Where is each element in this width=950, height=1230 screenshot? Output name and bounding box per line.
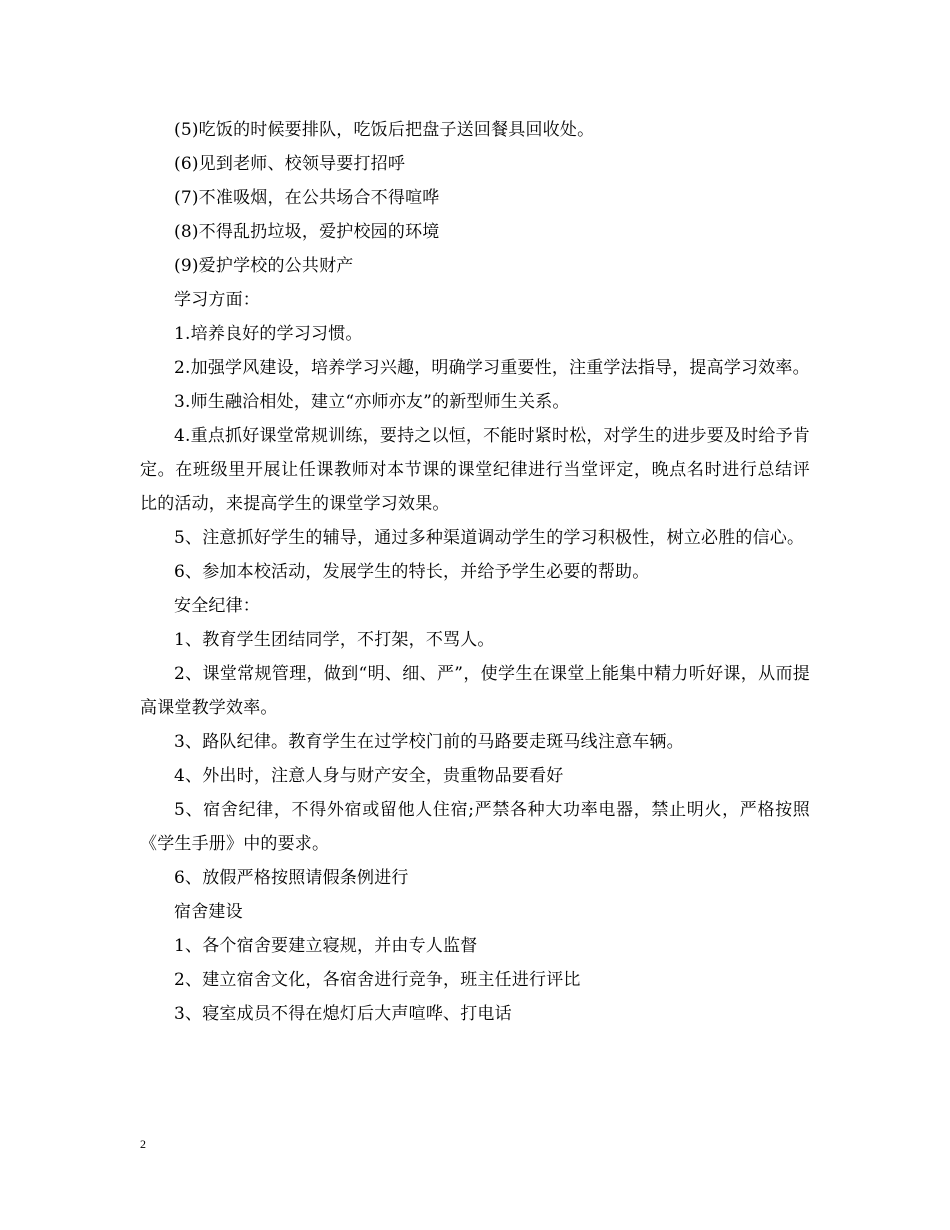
- paragraph: (5)吃饭的时候要排队，吃饭后把盘子送回餐具回收处。: [174, 120, 595, 140]
- paragraph: (6)见到老师、校领导要打招呼: [174, 154, 406, 174]
- paragraph: 2、建立宿舍文化，各宿舍进行竞争，班主任进行评比: [174, 970, 581, 990]
- body-text: [140, 113, 810, 1031]
- paragraph: 5、注意抓好学生的辅导，通过多种渠道调动学生的学习积极性，树立必胜的信心。: [174, 528, 805, 548]
- paragraph: 4、外出时，注意人身与财产安全，贵重物品要看好: [174, 766, 564, 786]
- paragraph: (8)不得乱扔垃圾，爱护校园的环境: [174, 222, 440, 242]
- paragraph: 6、放假严格按照请假条例进行: [174, 868, 409, 888]
- paragraph: 2.加强学风建设，培养学习兴趣，明确学习重要性，注重学法指导，提高学习效率。: [174, 358, 810, 378]
- paragraph: 3、寝室成员不得在熄灯后大声喧哗、打电话: [174, 1004, 512, 1024]
- paragraph: (7)不准吸烟，在公共场合不得喧哗: [174, 188, 440, 208]
- paragraph: 2、课堂常规管理，做到“明、细、严”，使学生在课堂上能集中精力听好课，从而提高课堂教学效率。: [140, 664, 810, 718]
- section-heading-safety: 安全纪律：: [174, 596, 260, 616]
- section-heading-dorm: 宿舍建设: [174, 902, 243, 922]
- paragraph: 3.师生融洽相处，建立“亦师亦友”的新型师生关系。: [174, 392, 570, 412]
- paragraph: 1、教育学生团结同学，不打架，不骂人。: [174, 630, 495, 650]
- paragraph: 1.培养良好的学习习惯。: [174, 324, 363, 344]
- paragraph: 4.重点抓好课堂常规训练，要持之以恒，不能时紧时松，对学生的进步要及时给予肯定。在班级里开展让任课教师对本节课的课堂纪律进行当堂评定，晚点名时进行总结评比的活动，来提高学生的课堂学习效果。: [140, 426, 810, 514]
- page-number: 2: [140, 1137, 146, 1151]
- paragraph: 6、参加本校活动，发展学生的特长，并给予学生必要的帮助。: [174, 562, 650, 582]
- paragraph: 5、宿舍纪律，不得外宿或留他人住宿;严禁各种大功率电器，禁止明火，严格按照《学生手册》中的要求。: [140, 800, 810, 854]
- paragraph: 3、路队纪律。教育学生在过学校门前的马路要走斑马线注意车辆。: [174, 732, 684, 752]
- paragraph: (9)爱护学校的公共财产: [174, 256, 354, 276]
- section-heading-study: 学习方面：: [174, 290, 260, 310]
- paragraph: 1、各个宿舍要建立寝规，并由专人监督: [174, 936, 478, 956]
